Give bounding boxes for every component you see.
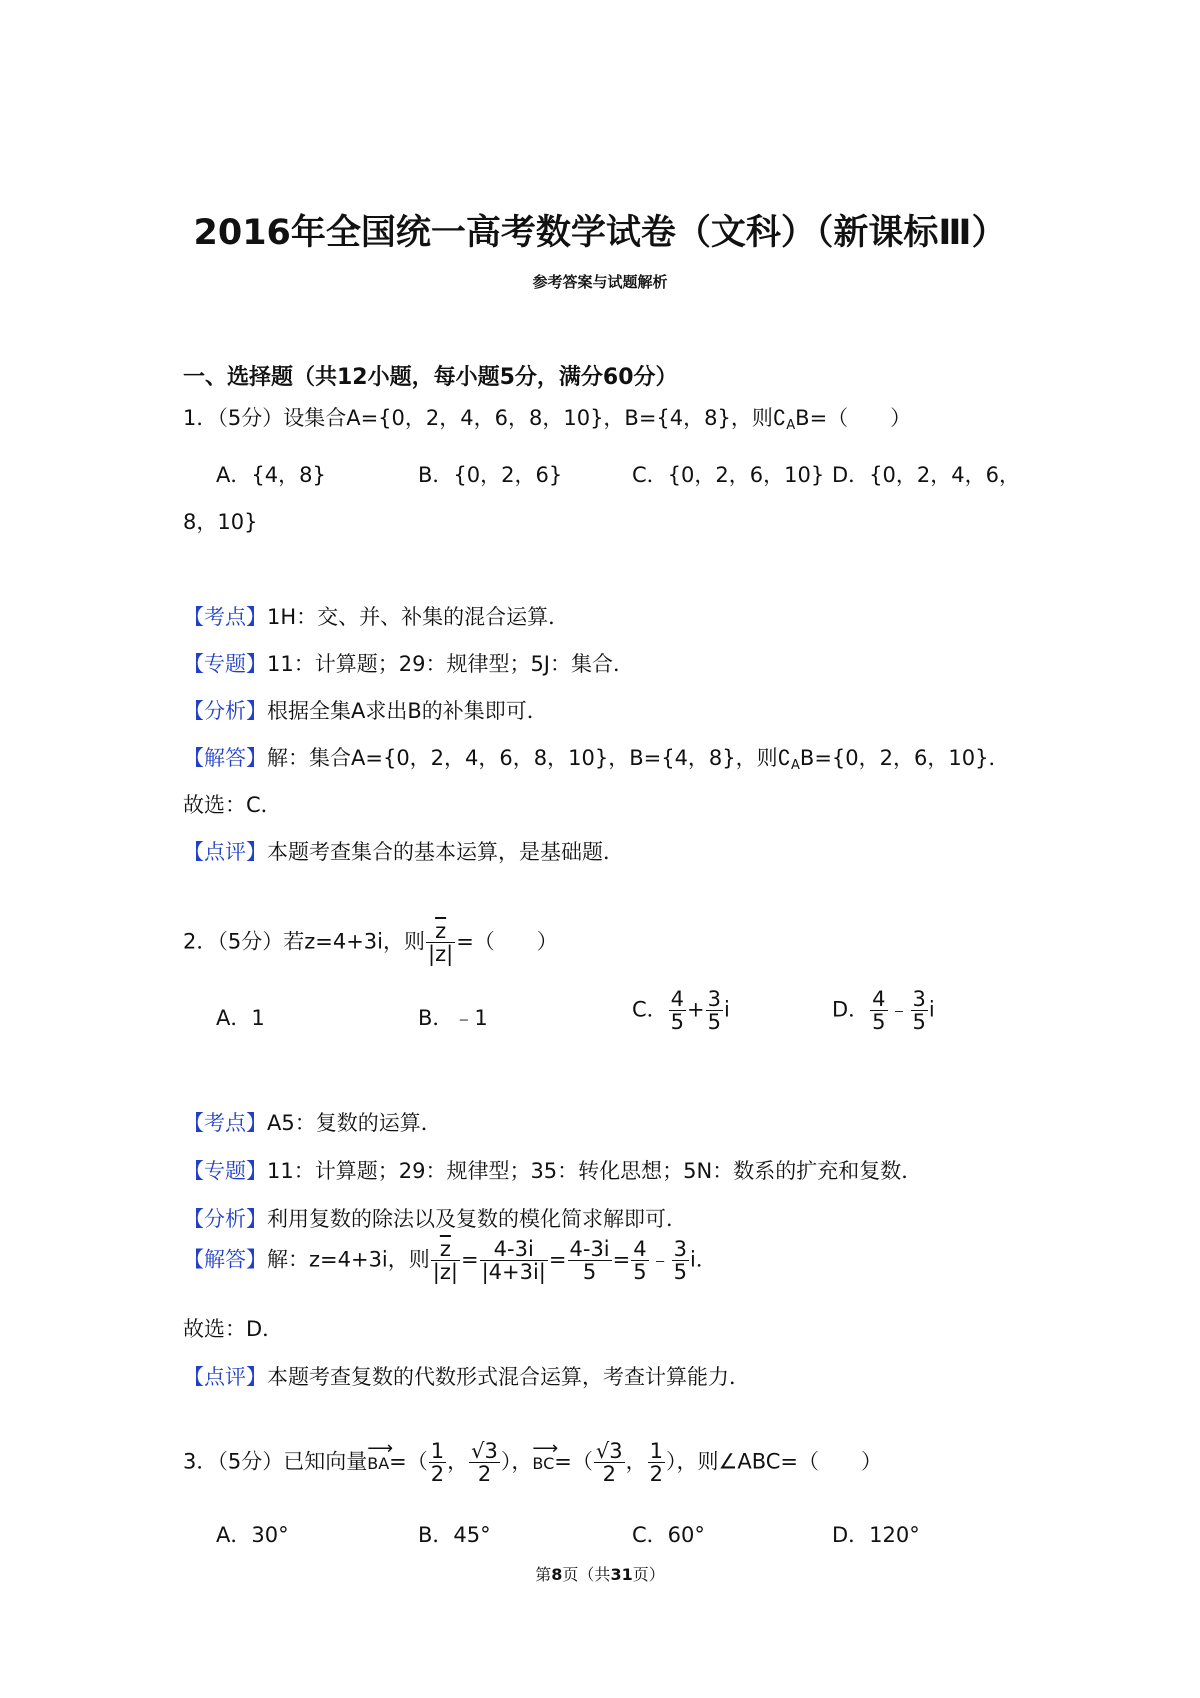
q1-option-b: B．{0，2，6} bbox=[418, 463, 563, 487]
q1-jieda: 【解答】解：集合A={0，2，4，6，8，10}，B={4，8}，则$∁_AB=\{0$，2，6，10}． bbox=[183, 746, 1010, 773]
q1-kaodian: 【考点】1H：交、并、补集的混合运算． bbox=[183, 605, 570, 629]
section-heading: 一、选择题（共12小题，每小题5分，满分60分） bbox=[183, 365, 678, 390]
q2-kaodian: 【考点】A5：复数的运算． bbox=[183, 1111, 442, 1135]
q3-option-b: B．45° bbox=[418, 1523, 491, 1547]
q1-option-d-cont: 8，10} bbox=[183, 510, 258, 534]
q1-fenxi: 【分析】根据全集A求出B的补集即可． bbox=[183, 699, 548, 723]
page-title: 2016年全国统一高考数学试卷（文科）（新课标Ⅲ） bbox=[193, 213, 1007, 253]
q2-jieda: 【解答】解：z=4+3i，则 $\frac{\overline{z}}{|z|}$ = $\frac{4-3i}{|4+3i|}$ = $\frac{4-3i}{5}$ = $\frac{4}{5}$ ﹣ $\frac{3}{5}$ i． bbox=[183, 1237, 717, 1285]
q3-option-d: D．120° bbox=[832, 1523, 920, 1547]
q3-option-a: A．30° bbox=[216, 1523, 289, 1547]
q1-zhuanti: 【专题】11：计算题；29：规律型；5J：集合． bbox=[183, 652, 634, 676]
q2-option-c: C． $\frac{4}{5}$ + $\frac{3}{5}$ i bbox=[632, 987, 730, 1035]
q2-fraction: $\frac{\overline{z}}{|z|}$ bbox=[428, 919, 454, 967]
q2-option-d: D． $\frac{4}{5}$ ﹣ $\frac{3}{5}$ i bbox=[832, 987, 935, 1035]
q3-option-c: C．60° bbox=[632, 1523, 705, 1547]
q2-dianping: 【点评】本题考查复数的代数形式混合运算，考查计算能力． bbox=[183, 1365, 750, 1389]
q2-option-a: A．1 bbox=[216, 1006, 265, 1030]
page-footer: 第8页（共31页） bbox=[535, 1565, 665, 1584]
q2-answer: 故选：D． bbox=[183, 1317, 284, 1341]
q2-stem: 2．（5分）若z=4+3i，则 $\frac{\overline{z}}{|z|}$ =（ ） bbox=[183, 919, 558, 967]
q2-fenxi: 【分析】利用复数的除法以及复数的模化简求解即可． bbox=[183, 1207, 687, 1231]
q2-zhuanti: 【专题】11：计算题；29：规律型；35：转化思想；5N：数系的扩充和复数． bbox=[183, 1159, 923, 1183]
page-subtitle: 参考答案与试题解析 bbox=[532, 273, 668, 291]
q1-answer: 故选：C． bbox=[183, 793, 282, 817]
q1-option-c: C．{0，2，6，10} bbox=[632, 463, 825, 487]
q1-option-d: D．{0，2，4，6， bbox=[832, 463, 1020, 487]
q2-option-b: B．﹣1 bbox=[418, 1006, 488, 1030]
q1-stem: 1．（5分）设集合A={0，2，4，6，8，10}，B={4，8}，则$∁_AB=$（ ） bbox=[183, 406, 912, 433]
q3-stem: 3．（5分）已知向量⟶ BA=（ $\frac{1}{2}$ ， $\frac{√3}{2}$ ），⟶ BC=（ $\frac{√3}{2}$ ， $\frac{1}{2}$ ），则∠ABC=（ ） bbox=[183, 1440, 882, 1485]
vector-ba: ⟶ BA bbox=[367, 1448, 389, 1473]
vector-bc: ⟶ BC bbox=[532, 1448, 554, 1473]
q1-dianping: 【点评】本题考查集合的基本运算，是基础题． bbox=[183, 840, 624, 864]
q1-option-a: A．{4，8} bbox=[216, 463, 326, 487]
